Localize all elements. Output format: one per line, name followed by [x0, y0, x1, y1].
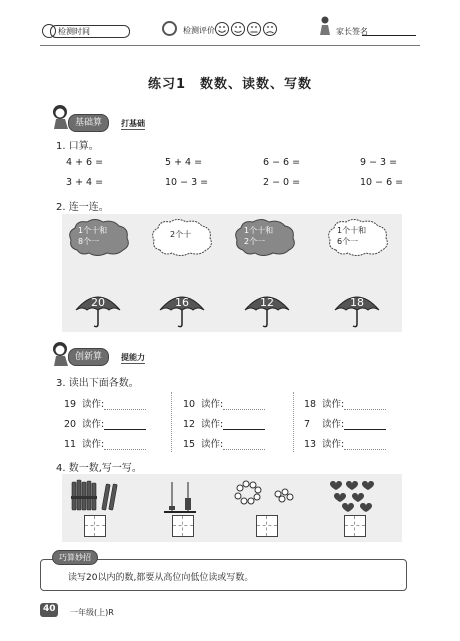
read-label: 读作: — [322, 439, 345, 450]
answer-blank[interactable] — [223, 439, 265, 450]
eval-label: 检测评价 — [183, 26, 215, 35]
question-1-label: 1. 口算。 — [56, 141, 99, 152]
parent-figure-icon — [318, 16, 332, 36]
umbrella-number: 20 — [91, 296, 105, 309]
read-item — [64, 436, 146, 450]
page-number: 40 — [43, 604, 56, 614]
section-sub-basic: 打基础 — [121, 119, 145, 128]
cloud-label — [170, 229, 191, 240]
read-label: 读作: — [82, 439, 105, 450]
answer-blank[interactable] — [223, 399, 265, 410]
equation: 3 + 4 = — [66, 177, 104, 188]
parent-label: 家长签名 — [336, 27, 368, 36]
cloud-line: 1个十和 — [244, 226, 274, 235]
read-label: 读作: — [322, 399, 345, 410]
equation: 10 − 6 = — [360, 177, 404, 188]
umbrella-number: 12 — [260, 296, 274, 309]
tip-text: 读写20以内的数,都要从高位向低位读或写数。 — [68, 573, 254, 583]
column-divider — [171, 392, 172, 452]
hearts-icon — [328, 476, 380, 514]
pencils-icon — [70, 478, 124, 514]
read-label: 读作: — [201, 399, 224, 410]
answer-blank[interactable] — [344, 419, 386, 430]
answer-blank[interactable] — [104, 439, 146, 450]
column-divider — [293, 392, 294, 452]
read-number: 12 — [183, 419, 196, 430]
section-badge-innovate: 创新算 — [68, 348, 109, 366]
rating-faces-icon — [215, 21, 279, 37]
header-divider — [40, 45, 420, 46]
answer-grid-box[interactable] — [84, 515, 106, 537]
equation: 10 − 3 = — [165, 177, 209, 188]
read-label: 读作: — [201, 439, 224, 450]
read-label: 读作: — [82, 419, 105, 430]
beads-icon — [232, 480, 302, 510]
read-label: 读作: — [201, 419, 224, 430]
cloud-line: 8个一 — [78, 237, 100, 246]
equation: 9 − 3 = — [360, 157, 398, 168]
read-label: 读作: — [82, 399, 105, 410]
cloud-label — [244, 225, 273, 247]
read-item — [304, 436, 386, 450]
abacus-icon — [160, 478, 200, 514]
time-label: 检测时间 — [58, 27, 90, 36]
equation: 4 + 6 = — [66, 157, 104, 168]
answer-grid-box[interactable] — [172, 515, 194, 537]
read-number: 10 — [183, 399, 196, 410]
cloud-line: 2个一 — [244, 237, 266, 246]
answer-blank[interactable] — [344, 439, 386, 450]
read-number: 7 — [304, 419, 311, 430]
section-badge-basic: 基础算 — [68, 114, 109, 132]
equation: 6 − 6 = — [263, 157, 301, 168]
grade-label: 一年级(上)R — [70, 608, 114, 617]
answer-blank[interactable] — [104, 419, 146, 430]
magnifier-icon — [162, 21, 177, 36]
umbrella-number: 18 — [350, 296, 364, 309]
question-4-label: 4. 数一数,写一写。 — [56, 463, 142, 474]
answer-blank[interactable] — [223, 419, 265, 430]
read-number: 11 — [64, 439, 77, 450]
read-item — [183, 416, 265, 430]
answer-grid-box[interactable] — [344, 515, 366, 537]
read-item — [64, 416, 146, 430]
cloud-line: 1个十和 — [78, 226, 108, 235]
section-sub-innovate: 提能力 — [121, 353, 145, 362]
read-number: 18 — [304, 399, 317, 410]
page-title: 练习1 数数、读数、写数 — [147, 77, 313, 92]
read-number: 20 — [64, 419, 77, 430]
equation: 5 + 4 = — [165, 157, 203, 168]
signature-line[interactable] — [362, 35, 416, 36]
read-number: 19 — [64, 399, 77, 410]
read-item — [304, 396, 386, 410]
question-3-label: 3. 读出下面各数。 — [56, 378, 139, 389]
read-item — [304, 416, 386, 430]
read-number: 13 — [304, 439, 317, 450]
read-number: 15 — [183, 439, 196, 450]
cloud-line: 2个十 — [170, 230, 192, 239]
answer-blank[interactable] — [344, 399, 386, 410]
read-item — [183, 436, 265, 450]
cloud-label — [337, 225, 366, 247]
cloud-label — [78, 225, 107, 247]
cloud-line: 1个十和 — [337, 226, 367, 235]
read-item — [64, 396, 146, 410]
umbrella-number: 16 — [175, 296, 189, 309]
question-2-label: 2. 连一连。 — [56, 202, 109, 213]
cloud-line: 6个一 — [337, 237, 359, 246]
read-item — [183, 396, 265, 410]
answer-grid-box[interactable] — [256, 515, 278, 537]
read-label: 读作: — [322, 419, 345, 430]
tip-badge: 巧算妙招 — [52, 550, 98, 565]
answer-blank[interactable] — [104, 399, 146, 410]
equation: 2 − 0 = — [263, 177, 301, 188]
